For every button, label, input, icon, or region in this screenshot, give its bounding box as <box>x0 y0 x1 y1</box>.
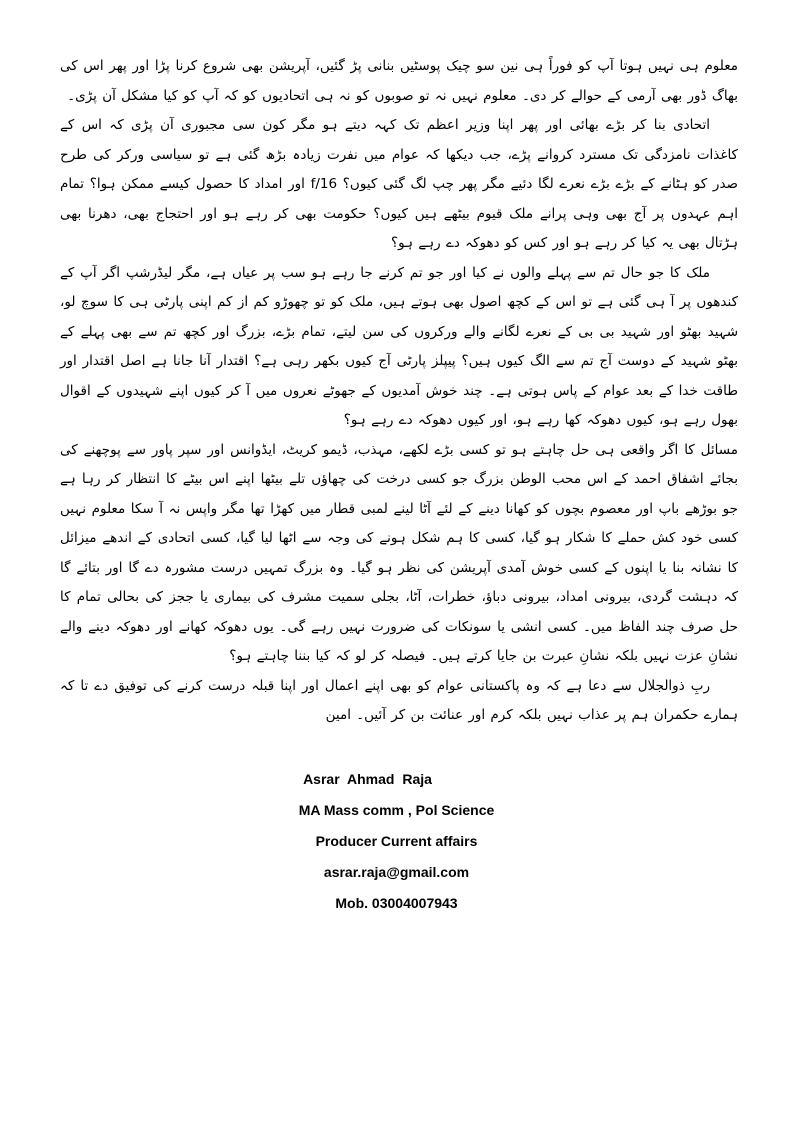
author-email: asrar.raja@gmail.com <box>323 864 470 880</box>
paragraph-leadership: ملک کا جو حال تم سے پہلے والوں نے کیا اور جو تم کرنے جا رہے ہو سب پر عیاں ہے، مگر لیڈرشپ اگر آپ کے کندھوں پر آ ہی گئی ہے تو اس کے کچھ اصول بھی ہوتے ہیں، ملک کو تو چھوڑو کم از کم اپنی پارٹی ہی کا سوچ لو، شہید بھٹو اور شہید بی بی کے نعرے لگانے والے ورکروں کی سن لیتے، تمام بڑے، بزرگ اور کچھ تم سے بھی پہلے کے بھٹو شہید کے دوست آج تم سے الگ کیوں ہیں؟ پیپلز پارٹی آج کیوں بکھر رہی ہے؟ اقتدار آنا جانا ہے اصل اقتدار اور طاقت خدا کے بعد عوام کے پاس ہوتی ہے۔ چند خوش آمدیوں کے جھوٹے نعروں میں آ کر کیوں اپنے شہیدوں کے اقوال بھول رہے ہو، کیوں دھوکہ کھا رہے ہو، اور کیوں دھوکہ دے رہے ہو؟ <box>60 264 738 428</box>
author-signature <box>0 764 793 919</box>
paragraph-solutions: مسائل کا اگر واقعی ہی حل چاہتے ہو تو کسی بڑے لکھے، مہذب، ڈیمو کریٹ، ایڈوانس اور سپر پاور سے پوچھنے کی بجائے اشفاق احمد کے اس محب الوطن بزرگ جو کسی درخت کی چھاؤں تلے بیٹھا اپنے اس بیٹے کا انتظار کر رہا ہے جو بوڑھے باپ اور معصوم بچوں کو کھانا دینے کے لئے آٹا لینے لمبی قطار میں کھڑا تھا مگر واپس نہ آ سکا معلوم نہیں کسی خود کش حملے کا شکار ہو گیا، کسی کا ہم شکل ہونے کی وجہ سے اٹھا لیا گیا، کسی اتحادی کے اندھے میزائل کا نشانہ بنا یا اپنوں کے کسی خوش آمدی آپریشن کی نظر ہو گیا۔ وہ بزرگ تمہیں درست مشورہ دے گا اور بتائے گا کہ دہشت گردی، بیرونی امداد، بیرونی دباؤ، خطرات، آٹا، بجلی سمیت مشرف کی بیماری یا ججز کی بحالی تمام کا حل صرف چند الفاظ میں۔ کسی انشی یا سونکات کی ضرورت نہیں رہے گی۔ یوں دھوکہ کھانے اور دھوکہ دینے والے نشانِ عزت نہیں بلکہ نشانِ عبرت بن جایا کرتے ہیں۔ فیصلہ کر لو کہ کیا بننا چاہتے ہو؟ <box>60 441 738 664</box>
author-mobile: Mob. 03004007943 <box>335 895 458 911</box>
article-body <box>60 52 738 731</box>
author-degree: MA Mass comm , Pol Science <box>298 802 495 818</box>
author-title: Producer Current affairs <box>315 833 478 849</box>
paragraph-allies: اتحادی بنا کر بڑے بھائی اور پھر اپنا وزیر اعظم تک کہہ دیتے ہو مگر کون سی مجبوری آن پڑی کہ اس کے کاغذات نامزدگی تک مسترد کروانے پڑے، جب دیکھا کہ عوام میں نفرت زیادہ بڑھ گئی ہے تو سیاسی ورکر کی طرح صدر کو ہٹانے کے بڑے بڑے نعرے لگا دئیے مگر پھر چپ لگ گئی کیوں؟ f/16 اور امداد کا حصول کیسے ممکن ہوا؟ تمام اہم عہدوں پر آج بھی وہی پرانے ملک قیوم بیٹھے ہیں کیوں؟ حکومت بھی کر رہے ہو اور احتجاج بھی، دھرنا بھی ہڑتال بھی یہ کیا کر رہے ہو اور کس کو دھوکہ دے رہے ہو؟ <box>60 117 738 251</box>
paragraph-continuation: معلوم ہی نہیں ہوتا آپ کو فوراً ہی نین سو چیک پوسٹیں بنانی پڑ گئیں، آپریشن بھی شروع کرنا پڑا اور پھر اس کی بھاگ ڈور بھی آرمی کے حوالے کر دی۔ معلوم نہیں نہ تو صوبوں کو نہ ہی اتحادیوں کو کہ آپ کو کیا مشکل آن پڑی۔ <box>60 58 738 104</box>
author-name: Asrar Ahmad Raja <box>303 771 432 787</box>
paragraph-prayer: ربِ ذوالجلال سے دعا ہے کہ وہ پاکستانی عوام کو بھی اپنے اعمال اور اپنا قبلہ درست کرنے کی توفیق دے تا کہ ہمارے حکمران ہم پر عذاب نہیں بلکہ کرم اور عنائت بن کر آئیں۔ امین <box>60 677 738 723</box>
